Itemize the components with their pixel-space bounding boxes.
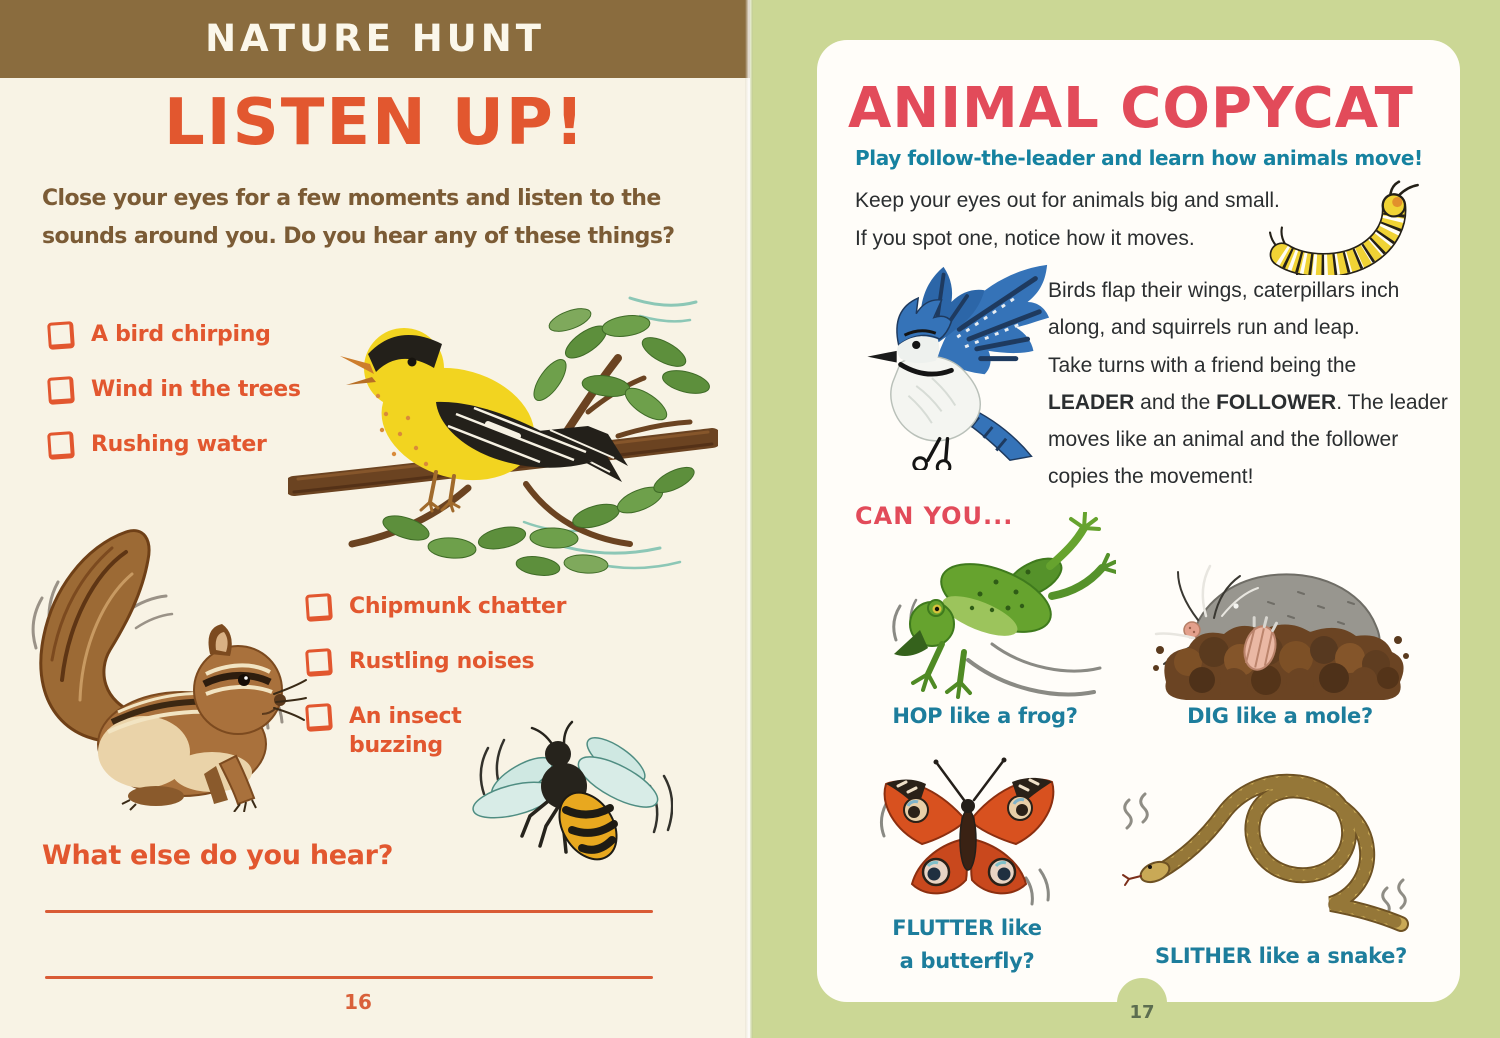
checklist-item-chipmunk-chatter [306, 592, 566, 621]
caption-dig-rest: like a mole? [1228, 704, 1373, 728]
mole-illustration [1148, 532, 1413, 704]
checklist-column-1 [48, 320, 301, 485]
subtitle: Play follow-the-leader and learn how animals move! [855, 146, 1423, 170]
checkbox-chipmunk-chatter[interactable] [305, 593, 333, 622]
banner-title: NATURE HUNT [205, 17, 545, 60]
follower-word: FOLLOWER [1216, 391, 1337, 414]
caption-flutter-bold: FLUTTER [892, 916, 994, 940]
checkbox-label: Rustling noises [349, 649, 535, 674]
checkbox-label: An insect buzzing [349, 704, 462, 758]
answer-line-2[interactable] [45, 976, 653, 979]
checklist-item-wind [48, 375, 301, 404]
caption-slither-bold: SLITHER [1154, 944, 1252, 968]
checklist-item-rustling-noises [306, 647, 566, 676]
snake-illustration [1103, 748, 1425, 936]
checkbox-label: A bird chirping [91, 322, 271, 347]
para2-mid: and the [1134, 391, 1217, 414]
caption-hop-rest: like a frog? [942, 704, 1078, 728]
page-title: LISTEN UP! [164, 86, 586, 160]
intro-line-2: If you spot one, notice how it moves. [855, 227, 1195, 250]
chipmunk-illustration [8, 512, 308, 812]
para2-line-2 [1048, 384, 1448, 421]
caption-flutter-rest: like [993, 916, 1042, 940]
answer-line-1[interactable] [45, 910, 653, 913]
para2-line-1: Take turns with a friend being the [1048, 354, 1357, 377]
intro-text [855, 182, 1280, 258]
caption-hop [860, 700, 1110, 733]
caterpillar-illustration [1256, 180, 1441, 275]
checkbox-bird-chirping[interactable] [47, 321, 75, 350]
checklist-item-bird-chirping [48, 320, 301, 349]
caption-dig-bold: DIG [1187, 704, 1229, 728]
caption-dig [1155, 700, 1405, 733]
para1-line-2: along, and squirrels run and leap. [1048, 316, 1360, 339]
page-title: ANIMAL COPYCAT [848, 76, 1414, 141]
checkbox-rushing-water[interactable] [47, 431, 75, 460]
checkbox-wind[interactable] [47, 376, 75, 405]
blue-jay-illustration [842, 258, 1052, 470]
butterfly-illustration [878, 752, 1060, 914]
bee-illustration [468, 720, 673, 878]
caption-slither-rest: like a snake? [1251, 944, 1408, 968]
para1-line-1: Birds flap their wings, caterpillars inch [1048, 279, 1400, 302]
frog-illustration [876, 512, 1116, 704]
checkbox-label: Chipmunk chatter [349, 594, 567, 619]
intro-text [42, 180, 674, 256]
intro-line-2: sounds around you. Do you hear any of these things? [42, 224, 675, 249]
caption-hop-bold: HOP [892, 704, 943, 728]
page-number-left: 16 [344, 990, 372, 1014]
leader-word: LEADER [1048, 391, 1135, 414]
can-you-heading: CAN YOU... [855, 502, 1014, 530]
goldfinch-on-branch-illustration [288, 276, 718, 584]
checklist-item-rushing-water [48, 430, 301, 459]
para2-line-4: copies the movement! [1048, 465, 1254, 488]
paragraph-movement [1048, 272, 1399, 346]
para2-end: . The leader [1336, 391, 1448, 414]
intro-line-1: Close your eyes for a few moments and listen to the [42, 186, 661, 211]
caption-flutter-line2: a butterfly? [899, 949, 1035, 973]
what-else-prompt: What else do you hear? [42, 840, 394, 871]
checkbox-insect-buzzing[interactable] [305, 703, 333, 732]
paragraph-take-turns [1048, 347, 1448, 495]
intro-line-1: Keep your eyes out for animals big and small. [855, 189, 1280, 212]
para2-line-3: moves like an animal and the follower [1048, 428, 1399, 451]
page-number-right: 17 [1129, 1002, 1155, 1023]
checkbox-label: Rushing water [91, 432, 267, 457]
caption-flutter [858, 912, 1076, 978]
checkbox-rustling-noises[interactable] [305, 648, 333, 677]
page-spine-divider [745, 0, 753, 1038]
checkbox-label: Wind in the trees [91, 377, 301, 402]
caption-slither [1150, 940, 1412, 973]
